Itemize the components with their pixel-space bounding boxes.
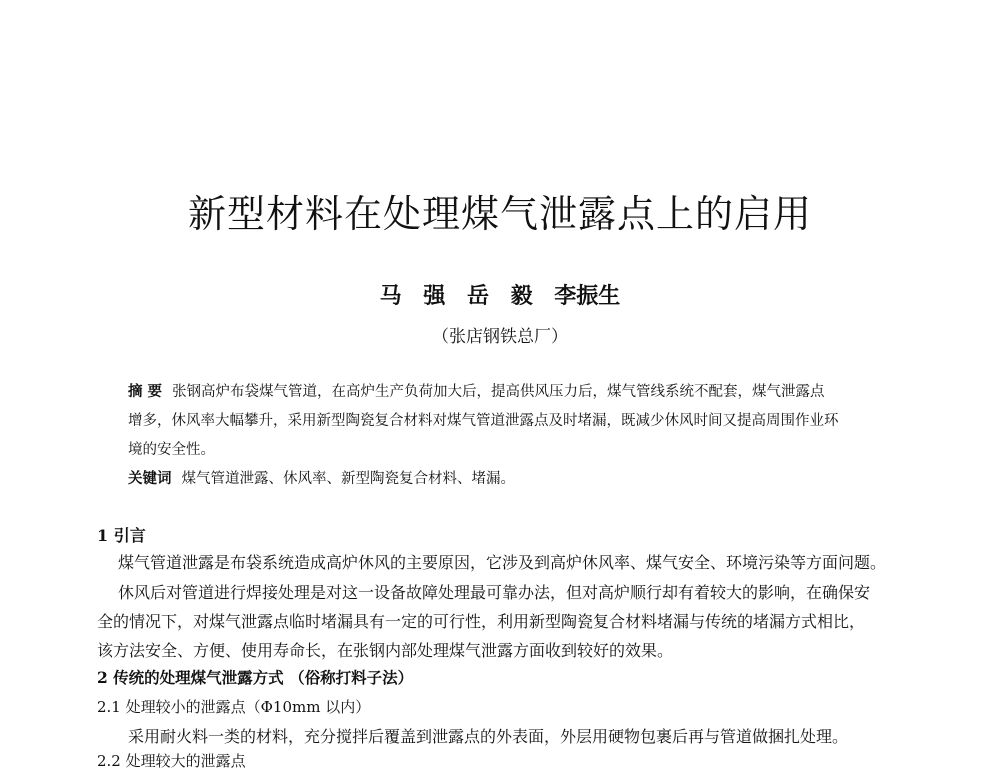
section-1-para-1: 煤气管道泄露是布袋系统造成高炉休风的主要原因，它涉及到高炉休风率、煤气安全、环境污染等方面问题。 (118, 553, 887, 572)
section-1-heading: 1 引言 (97, 526, 146, 545)
section-1-para-2-line-2: 全的情况下，对煤气泄露点临时堵漏具有一定的可行性，利用新型陶瓷复合材料堵漏与传统的堵漏方式相比， (97, 612, 866, 631)
section-2-heading: 2 传统的处理煤气泄露方式 （俗称打料子法） (97, 668, 414, 687)
affiliation: （张店钢铁总厂） (432, 327, 568, 347)
abstract-line-3: 境的安全性。 (128, 442, 215, 458)
abstract-text-1: 张钢高炉布袋煤气管道，在高炉生产负荷加大后，提高供风压力后，煤气管线系统不配套，煤气泄露点 (172, 384, 825, 400)
abstract-line-1 (128, 380, 825, 401)
keywords-label: 关键词 (128, 470, 172, 487)
abstract-line-2: 增多，休风率大幅攀升，采用新型陶瓷复合材料对煤气管道泄露点及时堵漏，既减少休风时间又提高周围作业环 (128, 413, 839, 429)
section-1-para-2-line-3: 该方法安全、方便、使用寿命长，在张钢内部处理煤气泄露方面收到较好的效果。 (97, 641, 674, 660)
keywords-text: 煤气管道泄露、休风率、新型陶瓷复合材料、堵漏。 (181, 471, 515, 487)
paper-title: 新型材料在处理煤气泄露点上的启用 (187, 192, 812, 236)
keywords-line (128, 467, 515, 488)
section-2-1-text: 采用耐火料一类的材料，充分搅拌后覆盖到泄露点的外表面，外层用硬物包裹后再与管道做捆扎处理。 (128, 727, 849, 746)
section-2-2-heading-fragment: 2.2 处理较大的泄露点 (97, 752, 246, 770)
section-2-1-heading: 2.1 处理较小的泄露点（Φ10mm 以内） (97, 698, 371, 716)
section-1-para-2-line-1: 休风后对管道进行焊接处理是对这一设备故障处理最可靠办法，但对高炉顺行却有着较大的影响，在确保安 (118, 583, 871, 602)
abstract-label: 摘 要 (128, 383, 163, 400)
authors: 马 强 岳 毅 李振生 (379, 283, 621, 309)
